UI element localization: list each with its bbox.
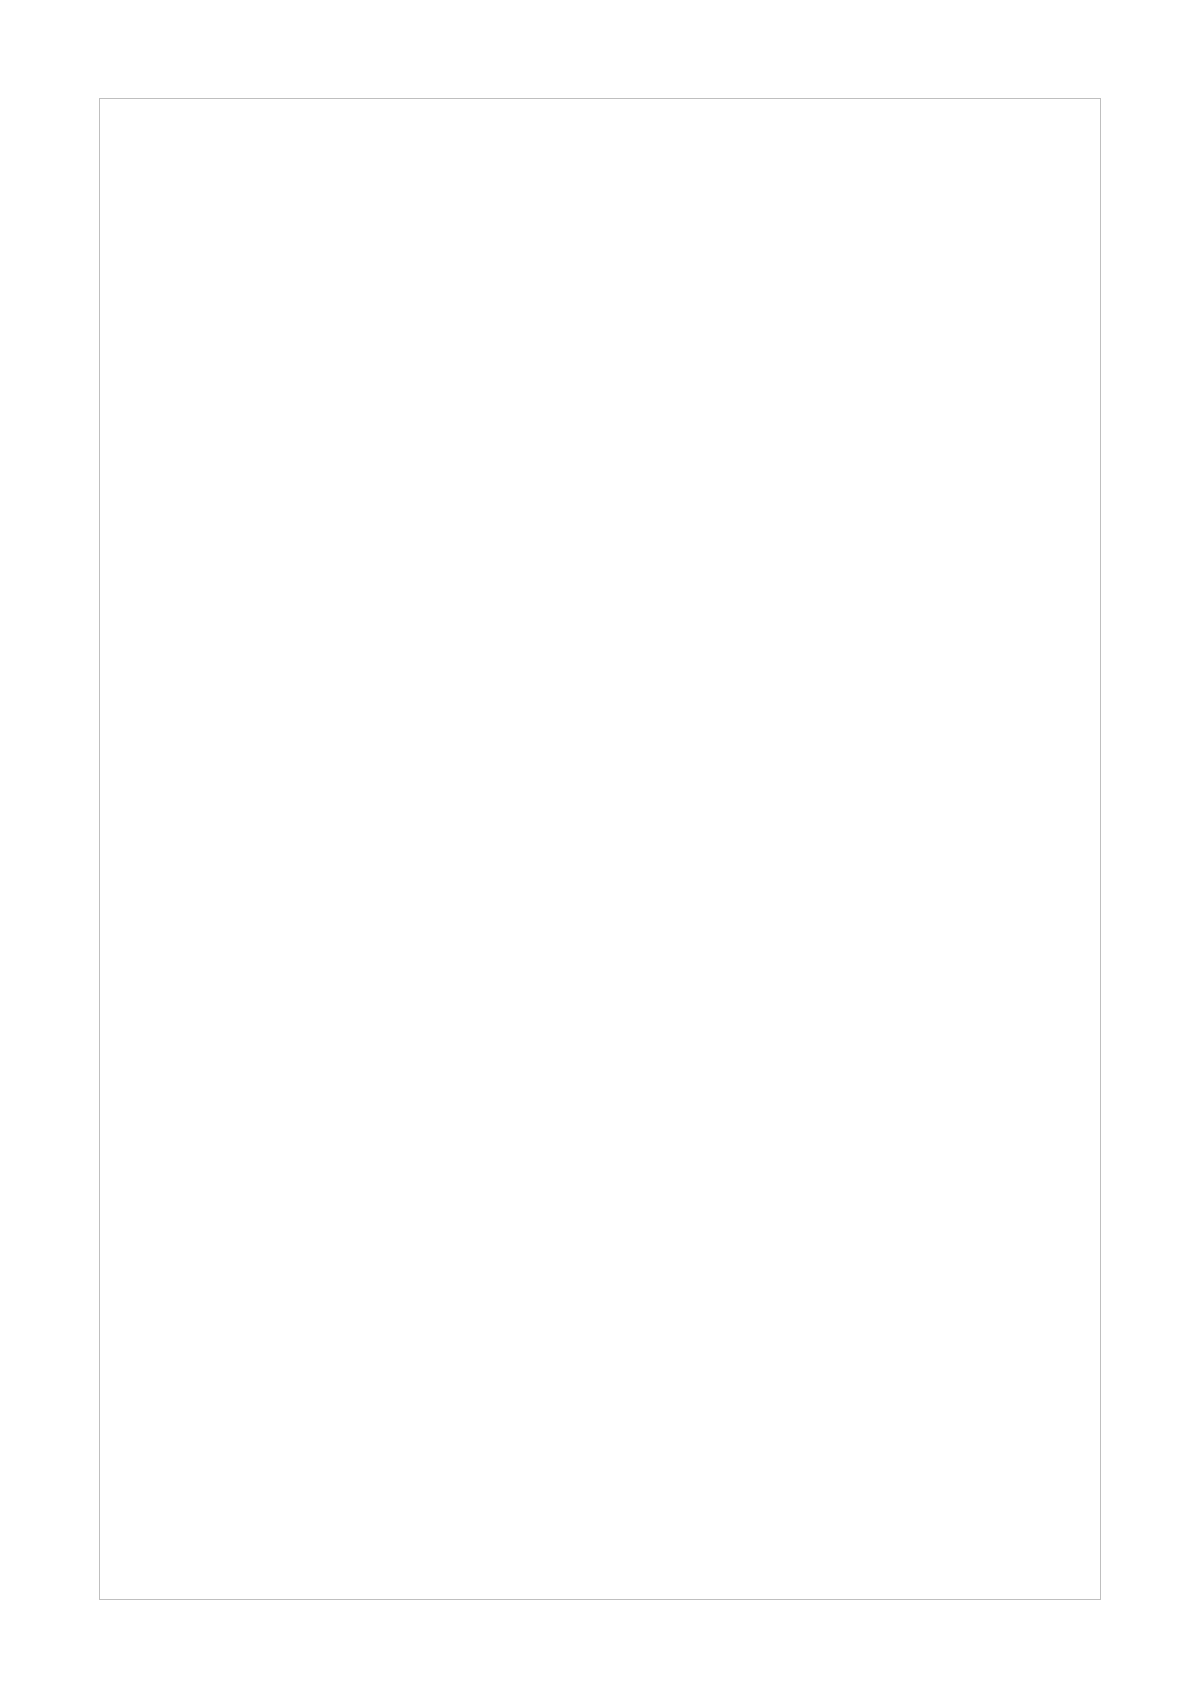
document-sheet [99, 98, 1101, 1600]
